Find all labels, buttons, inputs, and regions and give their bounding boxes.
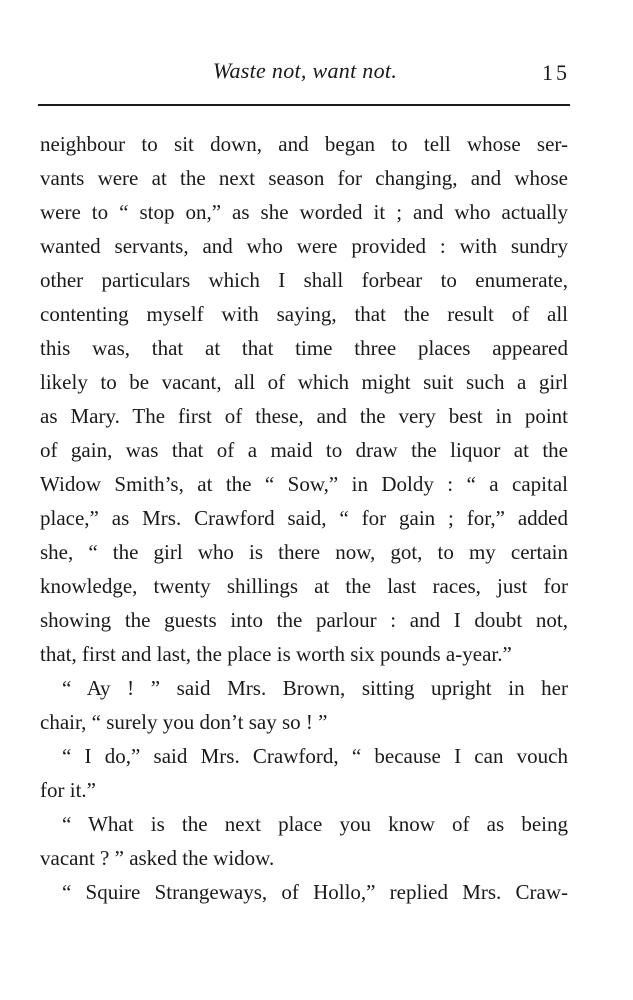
text-line: wanted servants, and who were provided : with sundry (40, 234, 568, 258)
text-line: other particulars which I shall forbear to enumerate, (40, 268, 568, 292)
text-line: contenting myself with saying, that the result of all (40, 302, 568, 326)
text-line: “ Squire Strangeways, of Hollo,” replied Mrs. Craw- (62, 880, 568, 904)
text-line: of gain, was that of a maid to draw the liquor at the (40, 438, 568, 462)
text-line: were to “ stop on,” as she worded it ; and who actually (40, 200, 568, 224)
text-line: place,” as Mrs. Crawford said, “ for gain ; for,” added (40, 506, 568, 530)
text-line: as Mary. The first of these, and the very best in point (40, 404, 568, 428)
text-line: Widow Smith’s, at the “ Sow,” in Doldy : “ a capital (40, 472, 568, 496)
text-line: knowledge, twenty shillings at the last races, just for (40, 574, 568, 598)
text-line: “ What is the next place you know of as being (62, 812, 568, 836)
text-line: she, “ the girl who is there now, got, to my certain (40, 540, 568, 564)
text-line: vants were at the next season for changing, and whose (40, 166, 568, 190)
text-line: likely to be vacant, all of which might suit such a girl (40, 370, 568, 394)
text-line: for it.” (40, 778, 96, 802)
text-line: “ Ay ! ” said Mrs. Brown, sitting upright in her (62, 676, 568, 700)
text-line: vacant ? ” asked the widow. (40, 846, 275, 870)
text-line: that, first and last, the place is worth six pounds a-year.” (40, 642, 512, 666)
text-line: this was, that at that time three places appeared (40, 336, 568, 360)
text-line: “ I do,” said Mrs. Crawford, “ because I can vouch (62, 744, 568, 768)
body-text (40, 127, 568, 909)
running-title: Waste not, want not. (212, 58, 398, 83)
text-line: neighbour to sit down, and began to tell whose ser- (40, 132, 568, 156)
header-rule (38, 104, 570, 106)
running-head (40, 58, 570, 88)
text-line: showing the guests into the parlour : and I doubt not, (40, 608, 568, 632)
page-number: 15 (542, 60, 570, 85)
text-line: chair, “ surely you don’t say so ! ” (40, 710, 328, 734)
